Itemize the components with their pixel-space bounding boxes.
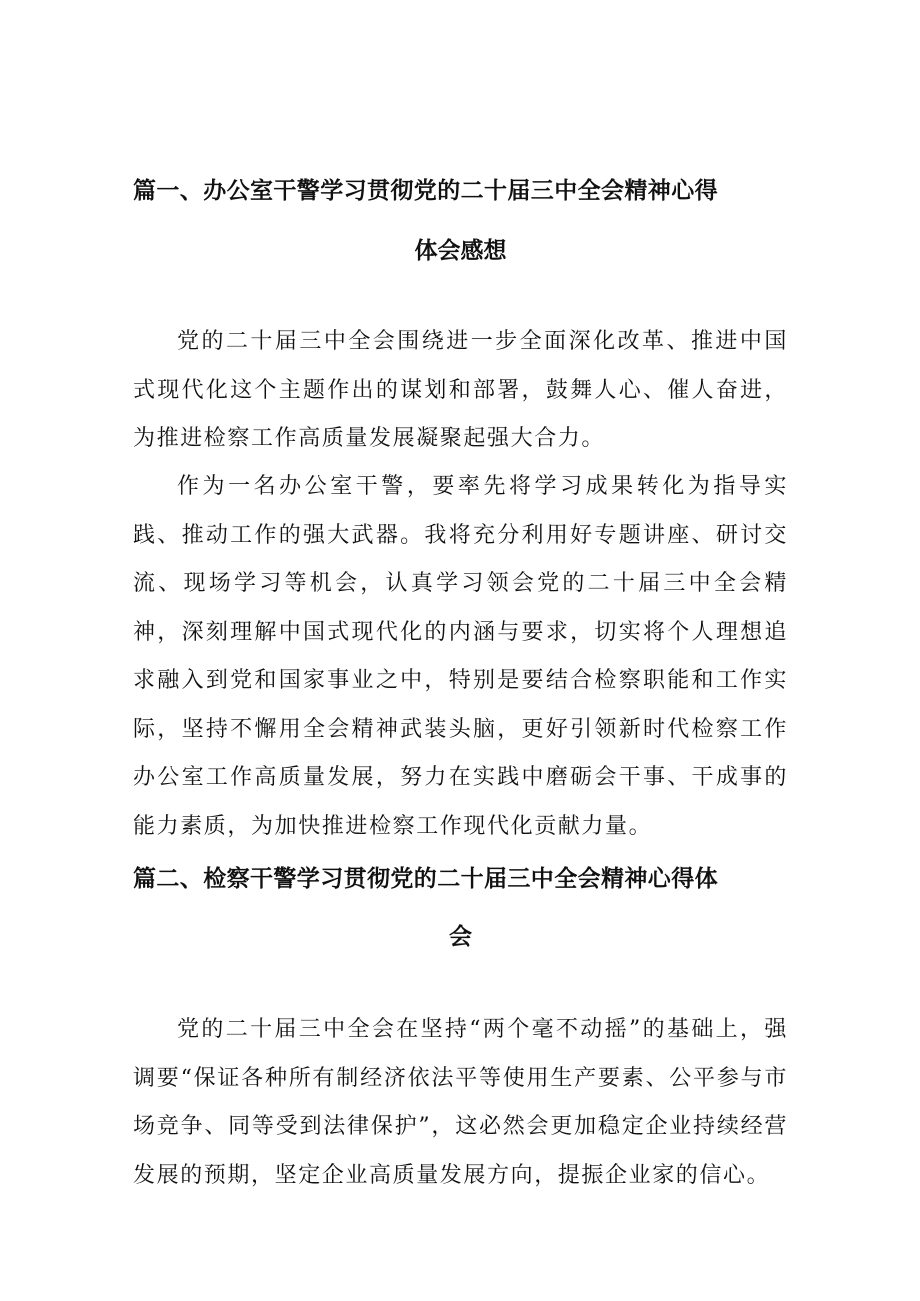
section1-paragraph-2: 作为一名办公室干警，要率先将学习成果转化为指导实践、推动工作的强大武器。我将充分利用好专题讲座、研讨交流、现场学习等机会，认真学习领会党的二十届三中全会精神，深刻理解中国式现代化的内涵与要求，切实将个人理想追求融入到党和国家事业之中，特别是要结合检察职能和工作实际，坚持不懈用全会精神武装头脑，更好引领新时代检察工作办公室工作高质量发展，努力在实践中磨砺会干事、干成事的能力素质，为加快推进检察工作现代化贡献力量。 <box>133 474 788 839</box>
section1-title-line1: 篇一、办公室干警学习贯彻党的二十届三中全会精神心得 <box>133 178 718 204</box>
section1-title-line2: 体会感想 <box>414 238 507 264</box>
section1-paragraph-1: 党的二十届三中全会围绕进一步全面深化改革、推进中国式现代化这个主题作出的谋划和部署，鼓舞人心、催人奋进，为推进检察工作高质量发展凝聚起强大合力。 <box>133 329 788 451</box>
section2-paragraph-1: 党的二十届三中全会在坚持“两个毫不动摇”的基础上，强调要“保证各种所有制经济依法平等使用生产要素、公平参与市场竞争、同等受到法律保护”，这必然会更加稳定企业持续经营发展的预期，坚定企业高质量发展方向，提振企业家的信心。 <box>133 1017 788 1188</box>
section2-title-line1: 篇二、检察干警学习贯彻党的二十届三中全会精神心得体 <box>133 866 718 892</box>
section2-title-line2: 会 <box>449 924 472 950</box>
